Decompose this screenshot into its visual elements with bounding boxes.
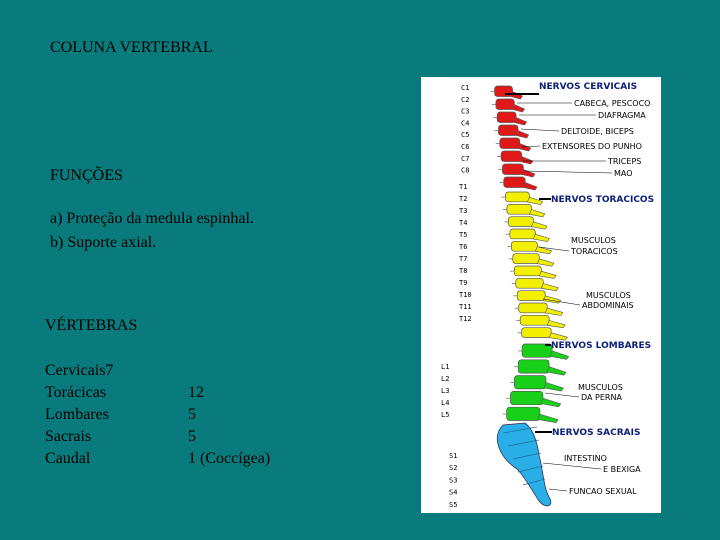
function-label: INTESTINO [564,454,607,463]
level-label: T4 [459,219,468,227]
function-pointer-line [525,171,612,173]
vertebra-count: 5 [188,428,196,445]
level-label: S4 [449,488,458,497]
level-label: T7 [459,255,468,263]
spinous-process [541,398,561,407]
level-label: T9 [459,279,468,287]
nerve-group-header: NERVOS TORACICOS [551,195,655,205]
level-label: L1 [441,363,450,371]
level-label: C7 [461,154,470,163]
function-pointer-line [543,463,601,469]
vertebra-body [511,241,537,251]
function-pointer-line [521,129,559,131]
level-label: T1 [459,183,468,191]
level-label: C4 [461,119,470,128]
vertebra-count: 1 (Coccígea) [188,450,271,467]
function-label: DA PERNA [581,393,622,402]
spine-diagram [421,77,661,513]
function-pointer-line [549,489,567,491]
function-label: TRICEPS [608,157,642,166]
nerve-group-header: NERVOS SACRAIS [552,428,641,438]
nerve-group-header: NERVOS CERVICAIS [539,82,638,92]
vertebra-body [498,125,517,136]
function-label: EXTENSORES DO PUNHO [542,142,642,151]
level-label: S5 [449,500,458,509]
vertebra-body [511,391,543,404]
function-item: b) Suporte axial. [50,234,157,251]
level-label: C1 [461,84,470,92]
vertebra-body [508,217,533,227]
function-label: MUSCULOS [586,291,631,300]
level-label: L5 [441,411,450,419]
spinous-process [523,183,537,191]
vertebra-body [504,177,526,188]
spinous-process [533,234,549,241]
spinous-process [550,351,569,360]
level-label: T3 [459,207,468,215]
function-label: MUSCULOS [578,383,623,392]
level-label: T10 [459,291,472,299]
vertebra-body [518,360,549,373]
vertebra-body [516,278,544,288]
function-label: E BEXIGA [603,465,641,474]
level-label: C5 [461,131,470,140]
spinous-process [514,118,526,126]
vertebrae-heading: VÉRTEBRAS [45,317,138,334]
level-label: S1 [449,452,458,460]
spinous-process [529,210,544,217]
vertebra-body [507,204,532,214]
function-label: CABECA, PESCOCO [574,99,651,108]
vertebra-name: Torácicas [45,384,107,401]
spinous-process [545,308,563,315]
function-label: MAO [614,169,633,178]
vertebra-body [513,254,540,264]
level-label: T2 [459,195,468,203]
vertebra-body [507,407,540,420]
level-label: L2 [441,375,450,383]
level-label: C2 [461,95,470,104]
spine-svg [421,77,661,513]
spinous-process [521,170,535,178]
spinous-process [520,157,533,165]
spinous-process [538,414,558,423]
level-label: L4 [441,399,450,407]
nerve-group-header: NERVOS LOMBARES [551,341,652,351]
vertebra-body [497,112,516,123]
spinous-process [531,222,547,229]
spinous-process [518,144,531,152]
vertebra-body [500,138,520,149]
level-label: L3 [441,387,450,395]
function-pointer-line [545,393,579,397]
level-label: T8 [459,267,468,275]
spinous-process [547,367,566,376]
vertebra-count: 12 [188,384,204,401]
level-label: T6 [459,243,468,251]
spinous-process [547,321,565,328]
function-label: DELTOIDE, BICEPS [561,127,634,136]
vertebra-body [510,229,536,239]
vertebra-body [501,151,521,162]
function-label: FUNCAO SEXUAL [569,487,637,496]
function-pointer-line [543,299,580,305]
functions-heading: FUNÇÕES [50,167,123,184]
vertebra-body [514,376,546,389]
spinous-process [537,259,554,266]
vertebra-body [502,164,523,175]
function-label: TORACICOS [571,247,618,256]
level-label: T12 [459,315,472,323]
vertebra-name: Cervicais7 [45,362,114,379]
spinous-process [511,92,523,100]
level-label: C3 [461,107,470,116]
sacrum [497,423,551,506]
vertebra-body [520,315,549,325]
vertebra-body [519,303,548,313]
spinous-process [544,383,563,392]
vertebra-name: Lombares [45,406,109,423]
function-label: MUSCULOS [571,236,616,245]
spinous-process [549,333,567,340]
spinous-process [539,271,556,278]
level-labels [441,84,472,509]
function-label: DIAFRAGMA [598,111,646,120]
vertebra-body [522,328,551,338]
page-title: COLUNA VERTEBRAL [50,39,213,56]
level-label: S2 [449,464,458,473]
vertebra-count: 5 [188,406,196,423]
level-label: T5 [459,231,468,239]
spinous-process [512,105,524,113]
level-label: T11 [459,303,472,311]
vertebra-body [514,266,541,276]
level-label: C6 [461,143,470,151]
spinous-process [541,284,558,291]
vertebra-name: Sacrais [45,428,92,445]
function-item: a) Proteção da medula espinhal. [50,210,254,227]
function-label: ABDOMINAIS [582,301,634,310]
vertebra-body [517,291,545,301]
level-label: S3 [449,476,458,485]
spinous-process [516,131,529,139]
level-label: C8 [461,166,470,175]
vertebra-name: Caudal [45,450,91,467]
vertebra-body [505,192,529,202]
vertebra-body [496,99,514,110]
